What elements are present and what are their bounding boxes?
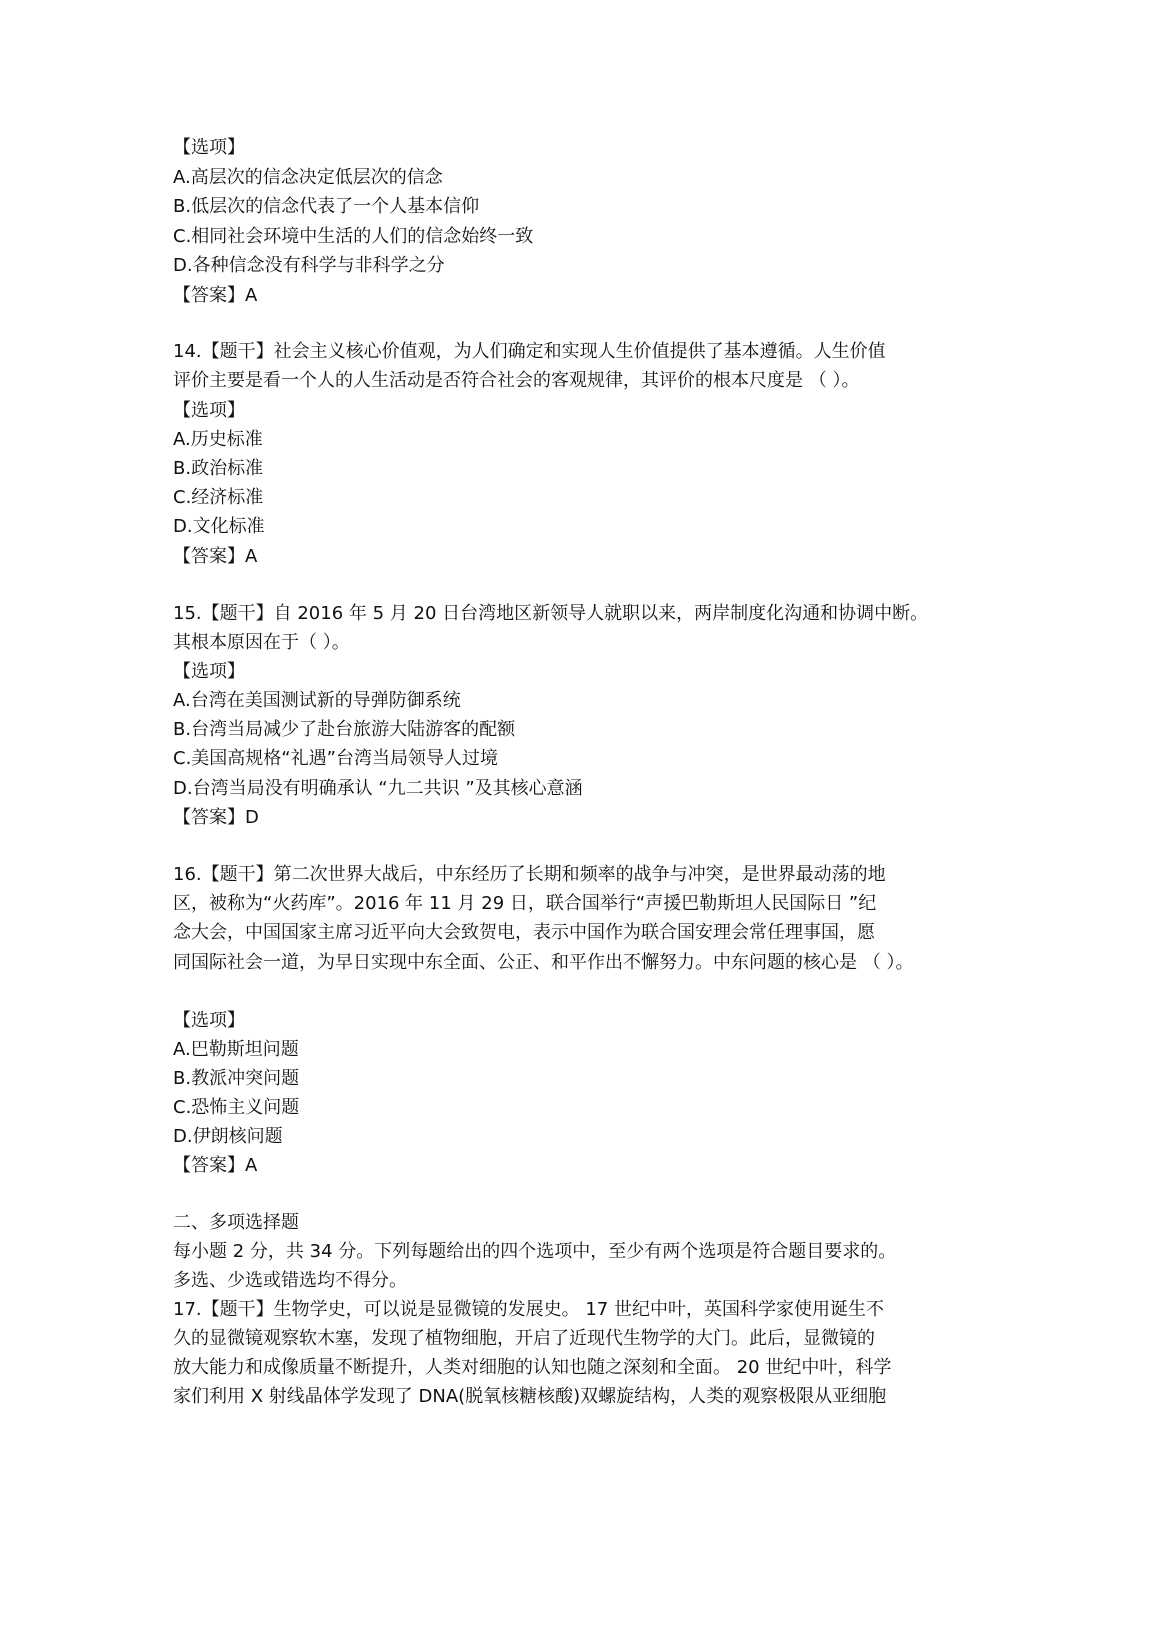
q15-options-label: 【选项】	[173, 661, 245, 682]
q16-stem-line-3: 念大会，中国国家主席习近平向大会致贺电，表示中国作为联合国安理会常任理事国，愿	[173, 922, 875, 943]
q14-stem-line-1: 14.【题干】社会主义核心价值观，为人们确定和实现人生价值提供了基本遵循。人生价值	[173, 341, 886, 362]
q16-stem-line-4: 同国际社会一道，为早日实现中东全面、公正、和平作出不懈努力。中东问题的核心是 （ ）。	[173, 952, 914, 973]
q16-option-b: B.教派冲突问题	[173, 1068, 300, 1089]
q14-answer: 【答案】A	[173, 546, 258, 567]
q16-options-label: 【选项】	[173, 1010, 245, 1031]
q16-stem-line-1: 16.【题干】第二次世界大战后，中东经历了长期和频率的战争与冲突，是世界最动荡的地	[173, 864, 886, 885]
q15-stem-line-2: 其根本原因在于（ ）。	[173, 632, 350, 653]
q15-stem-line-1: 15.【题干】自 2016 年 5 月 20 日台湾地区新领导人就职以来，两岸制度化沟通和协调中断。	[173, 603, 929, 624]
q14-option-a: A.历史标准	[173, 429, 263, 450]
q13-option-c: C.相同社会环境中生活的人们的信念始终一致	[173, 226, 534, 247]
section2-heading: 二、多项选择题	[173, 1212, 299, 1233]
q14-stem-line-2: 评价主要是看一个人的人生活动是否符合社会的客观规律，其评价的根本尺度是 （ ）。	[173, 370, 860, 391]
q17-stem-line-2: 久的显微镜观察软木塞，发现了植物细胞，开启了近现代生物学的大门。此后，显微镜的	[173, 1328, 875, 1349]
q17-stem-line-1: 17.【题干】生物学史，可以说是显微镜的发展史。 17 世纪中叶，英国科学家使用诞生不	[173, 1299, 884, 1320]
q15-answer: 【答案】D	[173, 807, 259, 828]
q16-option-d: D.伊朗核问题	[173, 1126, 283, 1147]
q16-option-c: C.恐怖主义问题	[173, 1097, 300, 1118]
q14-option-c: C.经济标准	[173, 487, 264, 508]
q14-option-d: D.文化标准	[173, 516, 265, 537]
q16-answer: 【答案】A	[173, 1155, 258, 1176]
q17-stem-line-3: 放大能力和成像质量不断提升，人类对细胞的认知也随之深刻和全面。 20 世纪中叶，科学	[173, 1357, 892, 1378]
q13-answer: 【答案】A	[173, 285, 258, 306]
q16-option-a: A.巴勒斯坦问题	[173, 1039, 299, 1060]
q14-options-label: 【选项】	[173, 400, 245, 421]
q13-options-label: 【选项】	[173, 137, 245, 158]
q13-option-a: A.高层次的信念决定低层次的信念	[173, 167, 443, 188]
q14-option-b: B.政治标准	[173, 458, 264, 479]
q13-option-d: D.各种信念没有科学与非科学之分	[173, 255, 445, 276]
q15-option-c: C.美国高规格“礼遇”台湾当局领导人过境	[173, 748, 498, 769]
q15-option-a: A.台湾在美国测试新的导弹防御系统	[173, 690, 461, 711]
q13-option-b: B.低层次的信念代表了一个人基本信仰	[173, 196, 480, 217]
q15-option-d: D.台湾当局没有明确承认 “九二共识 ”及其核心意涵	[173, 778, 583, 799]
section2-instructions-line-1: 每小题 2 分，共 34 分。下列每题给出的四个选项中，至少有两个选项是符合题目要求的。	[173, 1241, 897, 1262]
section2-instructions-line-2: 多选、少选或错选均不得分。	[173, 1270, 407, 1291]
q15-option-b: B.台湾当局减少了赴台旅游大陆游客的配额	[173, 719, 516, 740]
q16-stem-line-2: 区，被称为“火药库”。2016 年 11 月 29 日，联合国举行“声援巴勒斯坦人民国际日 ”纪	[173, 893, 877, 914]
q17-stem-line-4: 家们利用 X 射线晶体学发现了 DNA(脱氧核糖核酸)双螺旋结构，人类的观察极限从亚细胞	[173, 1386, 887, 1407]
